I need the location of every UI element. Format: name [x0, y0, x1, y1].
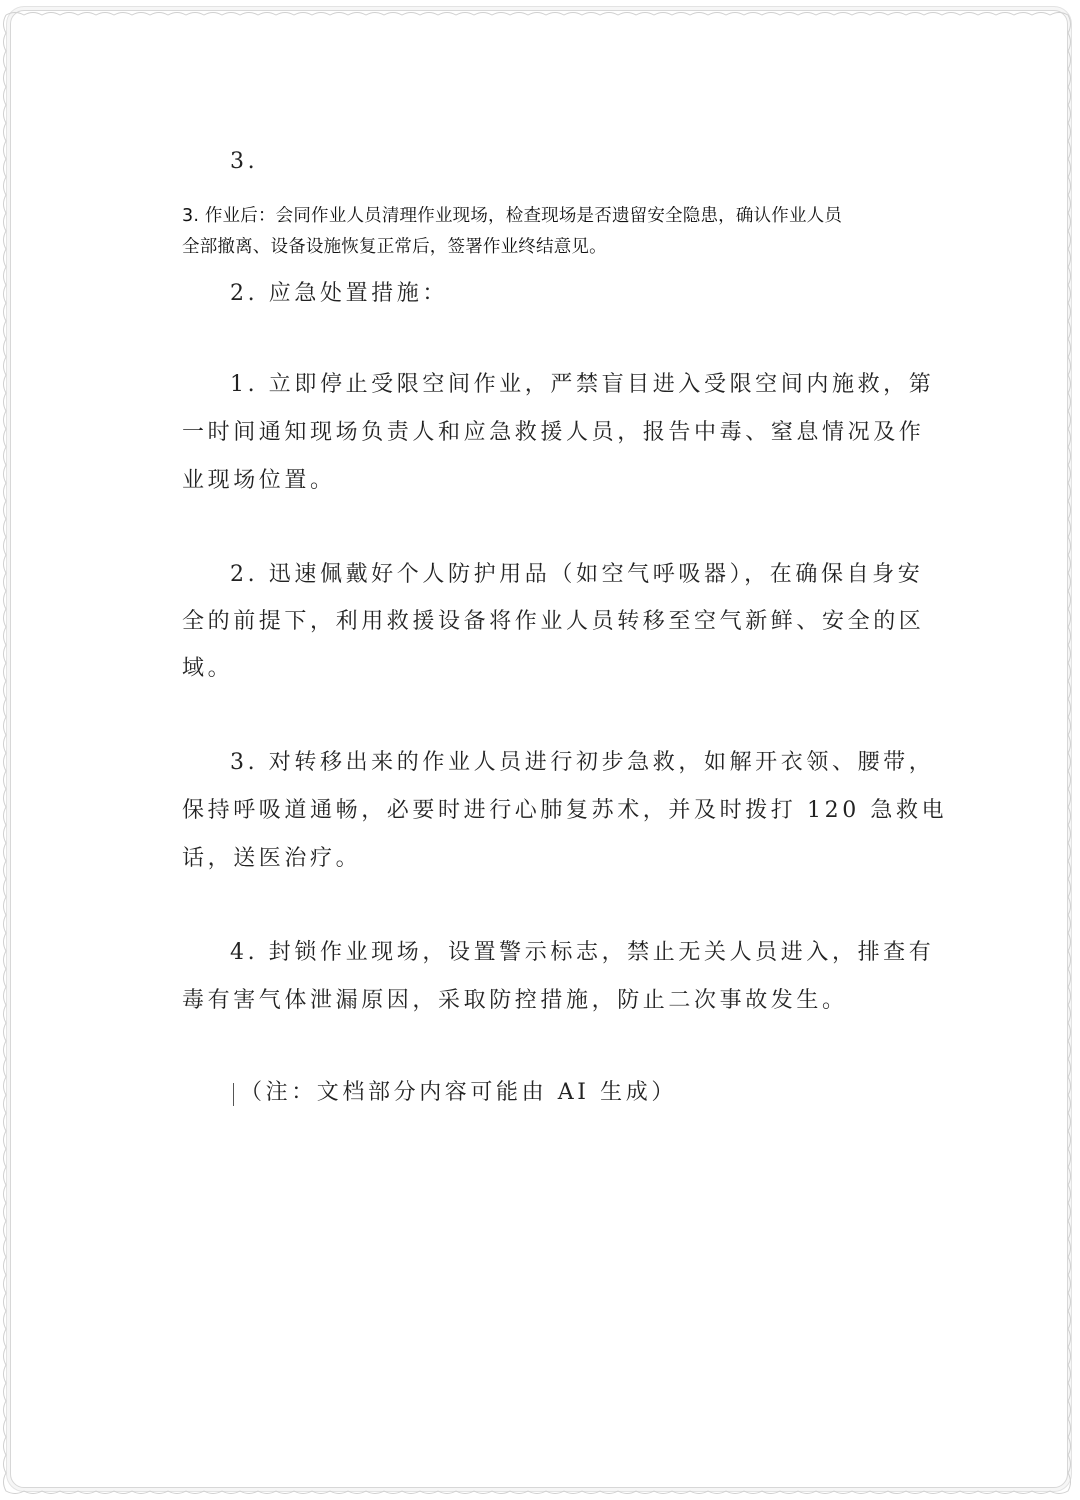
measure-2-line-3: 域。: [182, 656, 234, 681]
measure-3-line-1: 3. 对转移出来的作业人员进行初步急救，如解开衣领、腰带，: [230, 750, 935, 775]
after-work-line-2: 全部撤离、设备设施恢复正常后，签署作业终结意见。: [182, 237, 607, 257]
text-cursor: [233, 1083, 234, 1106]
section-number: 3.: [230, 149, 259, 174]
measure-4-line-1: 4. 封锁作业现场，设置警示标志，禁止无关人员进入，排查有: [230, 940, 935, 965]
measure-2-line-1: 2. 迅速佩戴好个人防护用品（如空气呼吸器），在确保自身安: [230, 562, 924, 587]
emergency-heading: 2. 应急处置措施：: [230, 281, 448, 306]
measure-3-line-2: 保持呼吸道通畅，必要时进行心肺复苏术，并及时拨打 120 急救电: [182, 798, 948, 823]
after-work-line-1: 3. 作业后：会同作业人员清理作业现场，检查现场是否遗留安全隐患，确认作业人员: [182, 206, 843, 226]
measure-2-line-2: 全的前提下，利用救援设备将作业人员转移至空气新鲜、安全的区: [182, 609, 925, 634]
measure-3-line-3: 话，送医治疗。: [182, 846, 362, 871]
ai-generated-note: （注：文档部分内容可能由 AI 生成）: [240, 1080, 677, 1105]
measure-1-line-3: 业现场位置。: [182, 468, 336, 493]
measure-1-line-2: 一时间通知现场负责人和应急救援人员，报告中毒、窒息情况及作: [182, 420, 925, 445]
measure-4-line-2: 毒有害气体泄漏原因，采取防控措施，防止二次事故发生。: [182, 988, 848, 1013]
measure-1-line-1: 1. 立即停止受限空间作业，严禁盲目进入受限空间内施救，第: [230, 372, 935, 397]
